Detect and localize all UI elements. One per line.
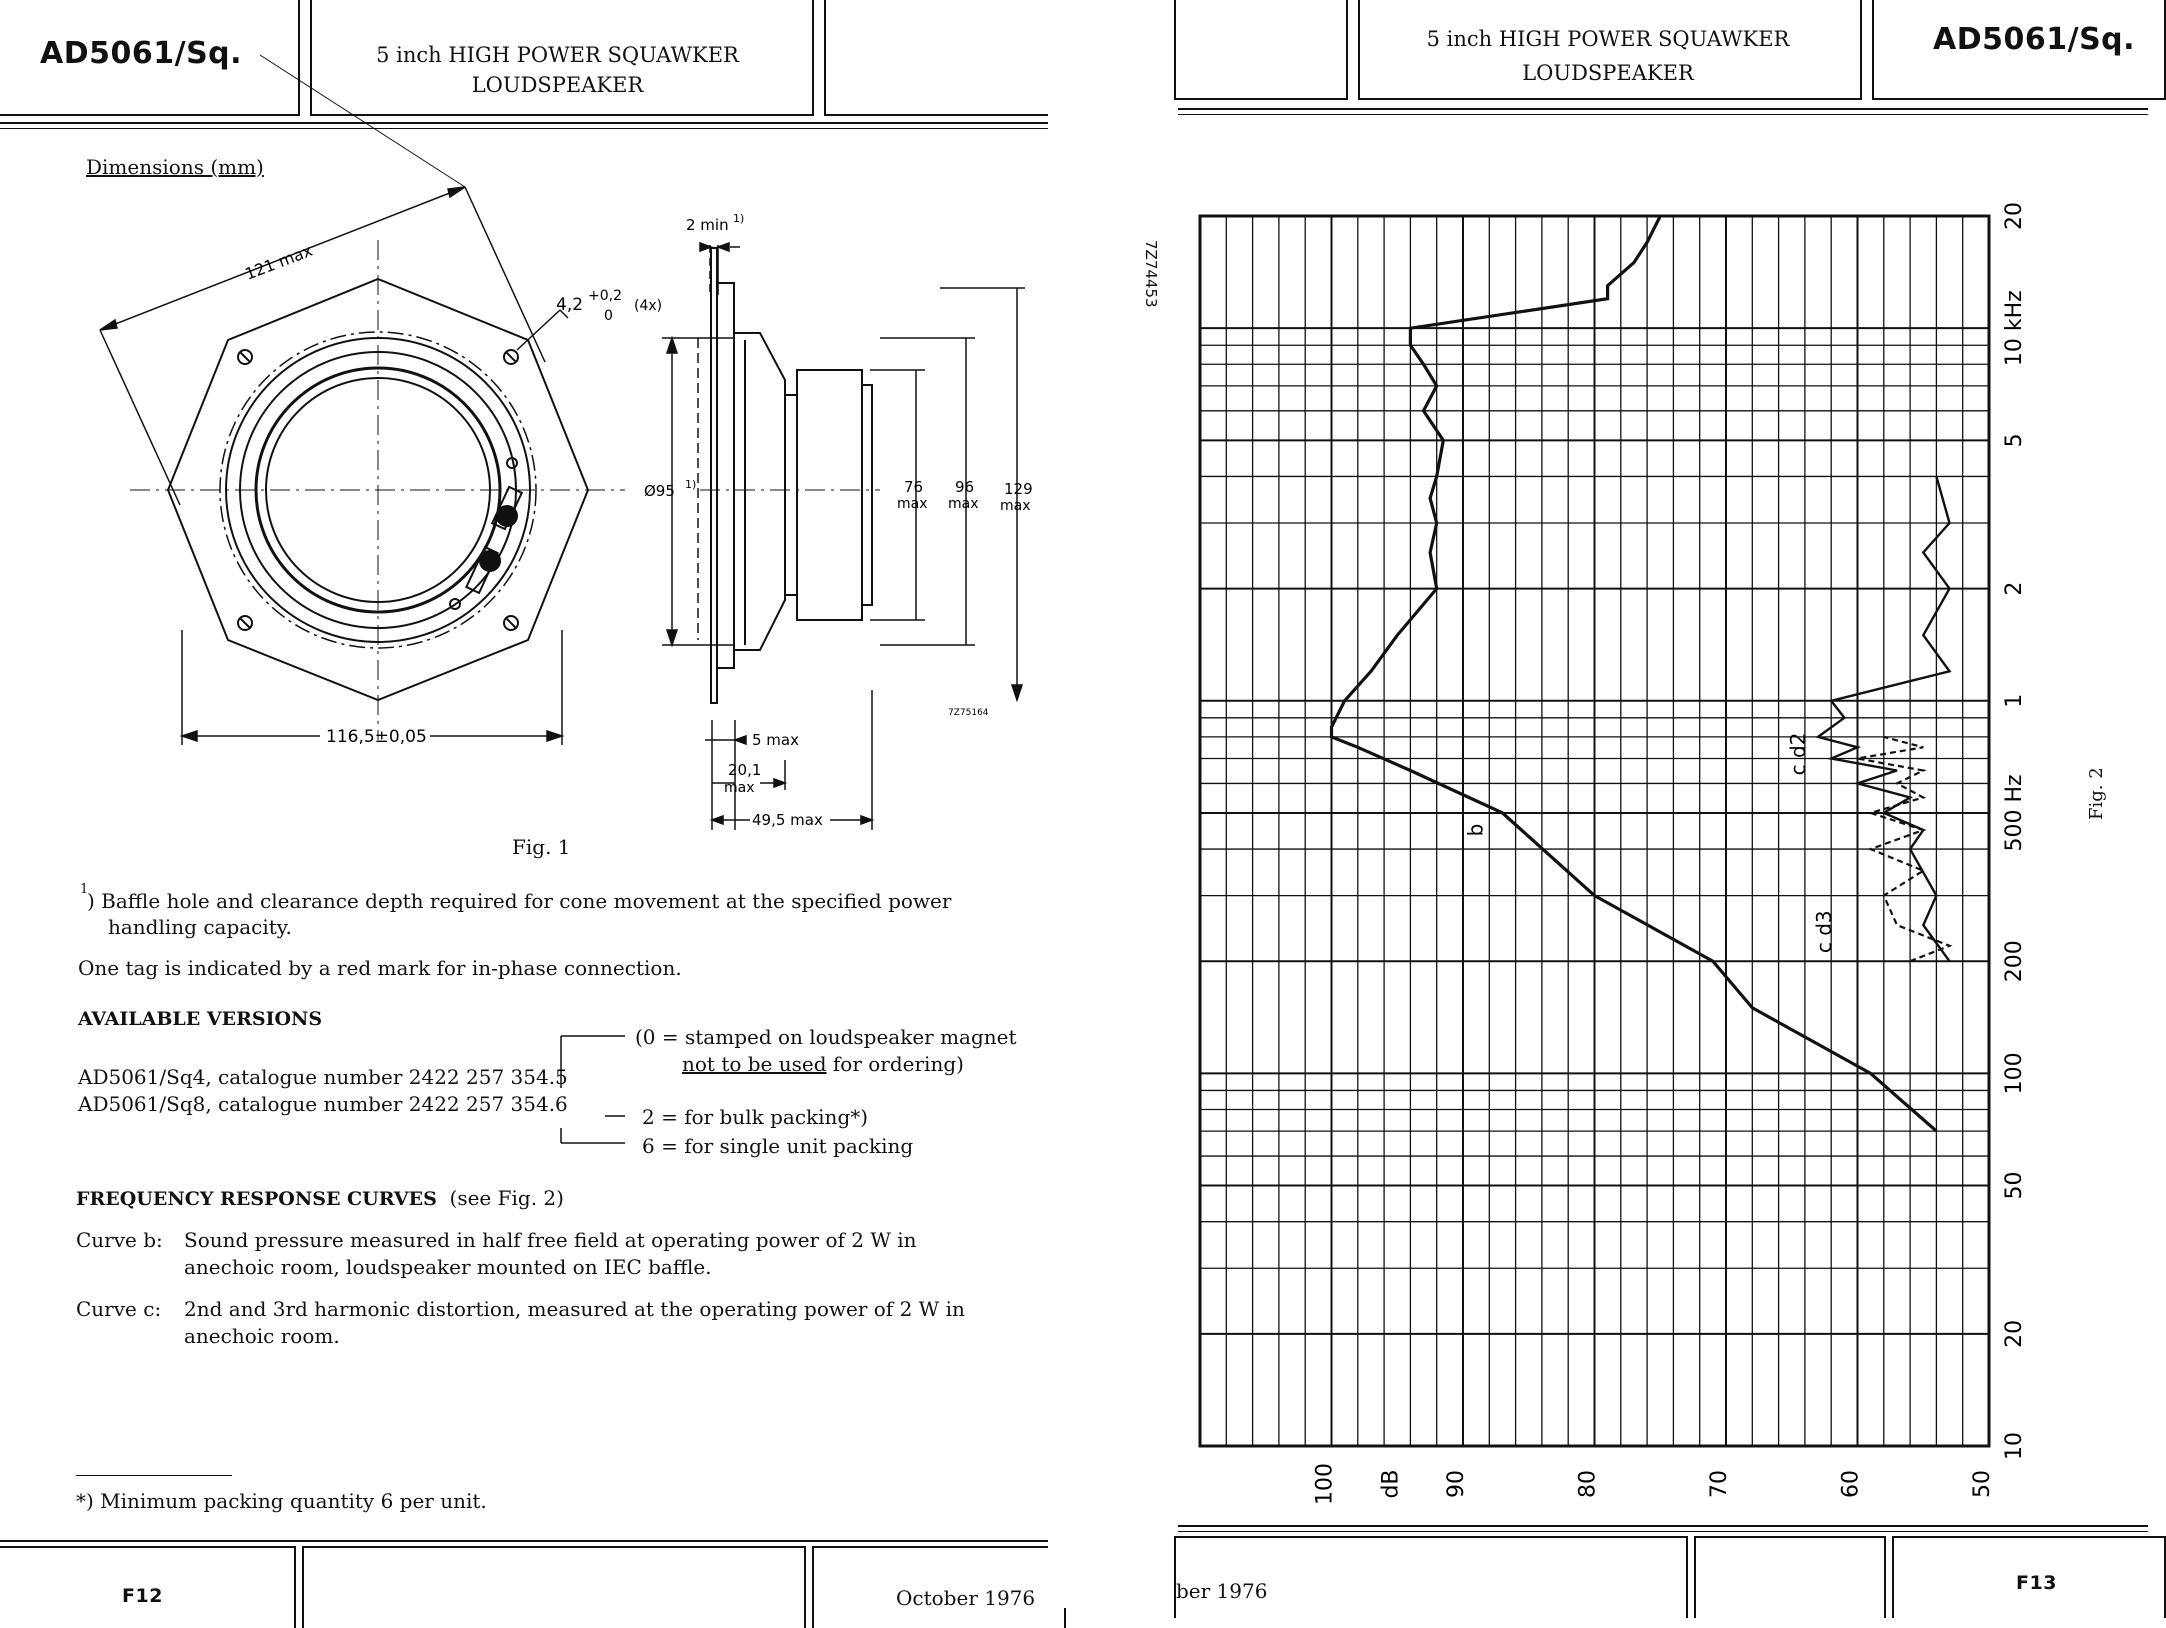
date-right: ber 1976 [1176,1579,1268,1603]
footer-cell-mid [302,1546,806,1628]
product-code-r: AD5061/Sq. [1933,22,2136,57]
freq-tick-label: 200 [2002,940,2027,983]
freq-tick-label: 100 [2002,1052,2027,1095]
dim-5max-label: 5 max [752,731,799,749]
footer-cell-date-r [1174,1536,1688,1618]
fig2-caption: Fig. 2 [2086,767,2107,820]
header-rule [0,122,1048,124]
dim-2min-note: 1) [733,212,745,225]
note-6: 6 = for single unit packing [642,1134,914,1158]
note-0-rest: for ordering) [826,1052,964,1076]
dim-201-label: 20,1 [728,761,762,779]
page-number-left: F12 [122,1585,163,1607]
hole-count: (4x) [634,298,663,314]
fig2-chart [1178,190,2148,1510]
dim-2min-label: 2 min [686,216,729,234]
note-0-line1: (0 = stamped on loudspeaker magnet [635,1025,1017,1049]
hole-dim-label: 4,2 [556,295,584,315]
drawing-code-left: 7Z75164 [948,708,989,718]
terminal-tags [450,458,522,609]
freq-tick-label: 5 [2002,433,2027,448]
freq-tick-label: 2 [2002,581,2027,596]
curve-b-line1: Sound pressure measured in half free field at operating power of 2 W in [184,1228,917,1252]
curve-b-label: Curve b: [76,1228,163,1252]
freq-tick-label: 20 [2002,1319,2027,1348]
db-tick-label: 90 [1444,1470,1469,1498]
footer-rule-r2 [1178,1531,2148,1532]
header-cell-empty-r [1174,0,1348,100]
hole-tol-down: 0 [604,308,613,324]
header-rule-2 [0,128,1048,129]
db-tick-label: 50 [1970,1470,1995,1498]
freq-tick-label: 10 kHz [2002,290,2027,367]
page-f13 [1142,0,2148,1608]
freq-heading: FREQUENCY RESPONSE CURVES [76,1188,437,1210]
hole-tol-up: +0,2 [588,288,622,304]
dim-76-label: 76 [904,478,924,496]
footer-rule-r [1178,1525,2148,1527]
header-rule-r2 [1178,114,2148,115]
date-left: October 1976 [896,1586,1036,1610]
dim-495-label: 49,5 max [752,811,823,829]
footer-cell-mid-r [1694,1536,1886,1618]
side-view [700,248,880,703]
fig1-caption: Fig. 1 [512,835,571,859]
dim-95-note: 1) [685,478,697,491]
product-title-line1: 5 inch HIGH POWER SQUAWKER [376,43,739,67]
product-title-line2: LOUDSPEAKER [471,73,644,97]
curve-b-line2: anechoic room, loudspeaker mounted on IEC baffle. [184,1255,712,1279]
note-0-underlined: not to be used [682,1052,827,1076]
series-b [1332,216,1937,1131]
footnote1-line2: handling capacity. [108,915,292,939]
footnote1-mark: 1 [80,882,89,897]
freq-heading-row [76,1185,564,1213]
footer-rule [0,1540,1048,1542]
note-2: 2 = for bulk packing*) [642,1105,869,1129]
freq-tick-label: 1 [2002,693,2027,708]
dim-1165-label: 116,5±0,05 [326,727,427,747]
freq-tick-label: 20 [2002,202,2027,230]
front-view [130,240,625,740]
footnote1-line1: ) Baffle hole and clearance depth required for cone movement at the specified power [87,889,952,913]
footnote-star: *) Minimum packing quantity 6 per unit. [76,1489,487,1513]
chart-labels [1313,202,2028,1505]
version-sq8: AD5061/Sq8, catalogue number 2422 257 354.6 [78,1092,568,1116]
dim-201-max: max [724,780,755,796]
dim-96-max: max [948,496,979,512]
chart-grid [1200,216,1989,1446]
db-axis-label: dB [1378,1469,1404,1499]
curve-label: b [1463,823,1488,837]
page-f12 [0,0,1048,1608]
product-title-r-line2: LOUDSPEAKER [1522,61,1694,85]
curve-c-line1: 2nd and 3rd harmonic distortion, measured at the operating power of 2 W in [184,1297,965,1321]
note-0-line2 [682,1051,964,1078]
dim-96-label: 96 [955,478,975,496]
dim-121-label: 121 max [242,240,316,284]
curve-c-label: Curve c: [76,1297,162,1321]
versions-heading: AVAILABLE VERSIONS [78,1008,323,1030]
version-sq4: AD5061/Sq4, catalogue number 2422 257 354.5 [78,1065,568,1089]
freq-heading-ref: (see Fig. 2) [449,1186,564,1210]
db-tick-label: 80 [1575,1470,1601,1498]
tag-note: One tag is indicated by a red mark for in-phase connection. [78,956,682,980]
page-number-right: F13 [2016,1572,2057,1594]
freq-tick-label: 10 [2002,1432,2027,1460]
dim-95-label: Ø95 [644,482,675,500]
product-code: AD5061/Sq. [40,36,243,71]
product-title-r-line1: 5 inch HIGH POWER SQUAWKER [1426,27,1790,51]
header-cell-empty [824,0,1068,116]
db-tick-label: 70 [1707,1470,1732,1498]
dim-129-label: 129 [1004,480,1033,498]
curve-label: c d3 [1812,910,1837,954]
dim-129-max: max [1000,498,1031,514]
curve-label: c d2 [1785,732,1810,776]
dim-76-max: max [897,496,928,512]
fig1-drawing [0,190,1048,850]
footnote-rule [76,1475,232,1476]
curve-c-line2: anechoic room. [184,1324,340,1348]
drawing-code-right: 7Z74453 [1142,240,1160,308]
version-brackets [555,1028,645,1158]
db-tick-label: 100 [1312,1463,1338,1505]
freq-tick-label: 50 [2002,1171,2027,1200]
dimensions-heading: Dimensions (mm) [86,155,264,179]
header-rule-r [1178,108,2148,110]
freq-tick-label: 500 Hz [2002,774,2027,852]
db-tick-label: 60 [1838,1470,1864,1498]
